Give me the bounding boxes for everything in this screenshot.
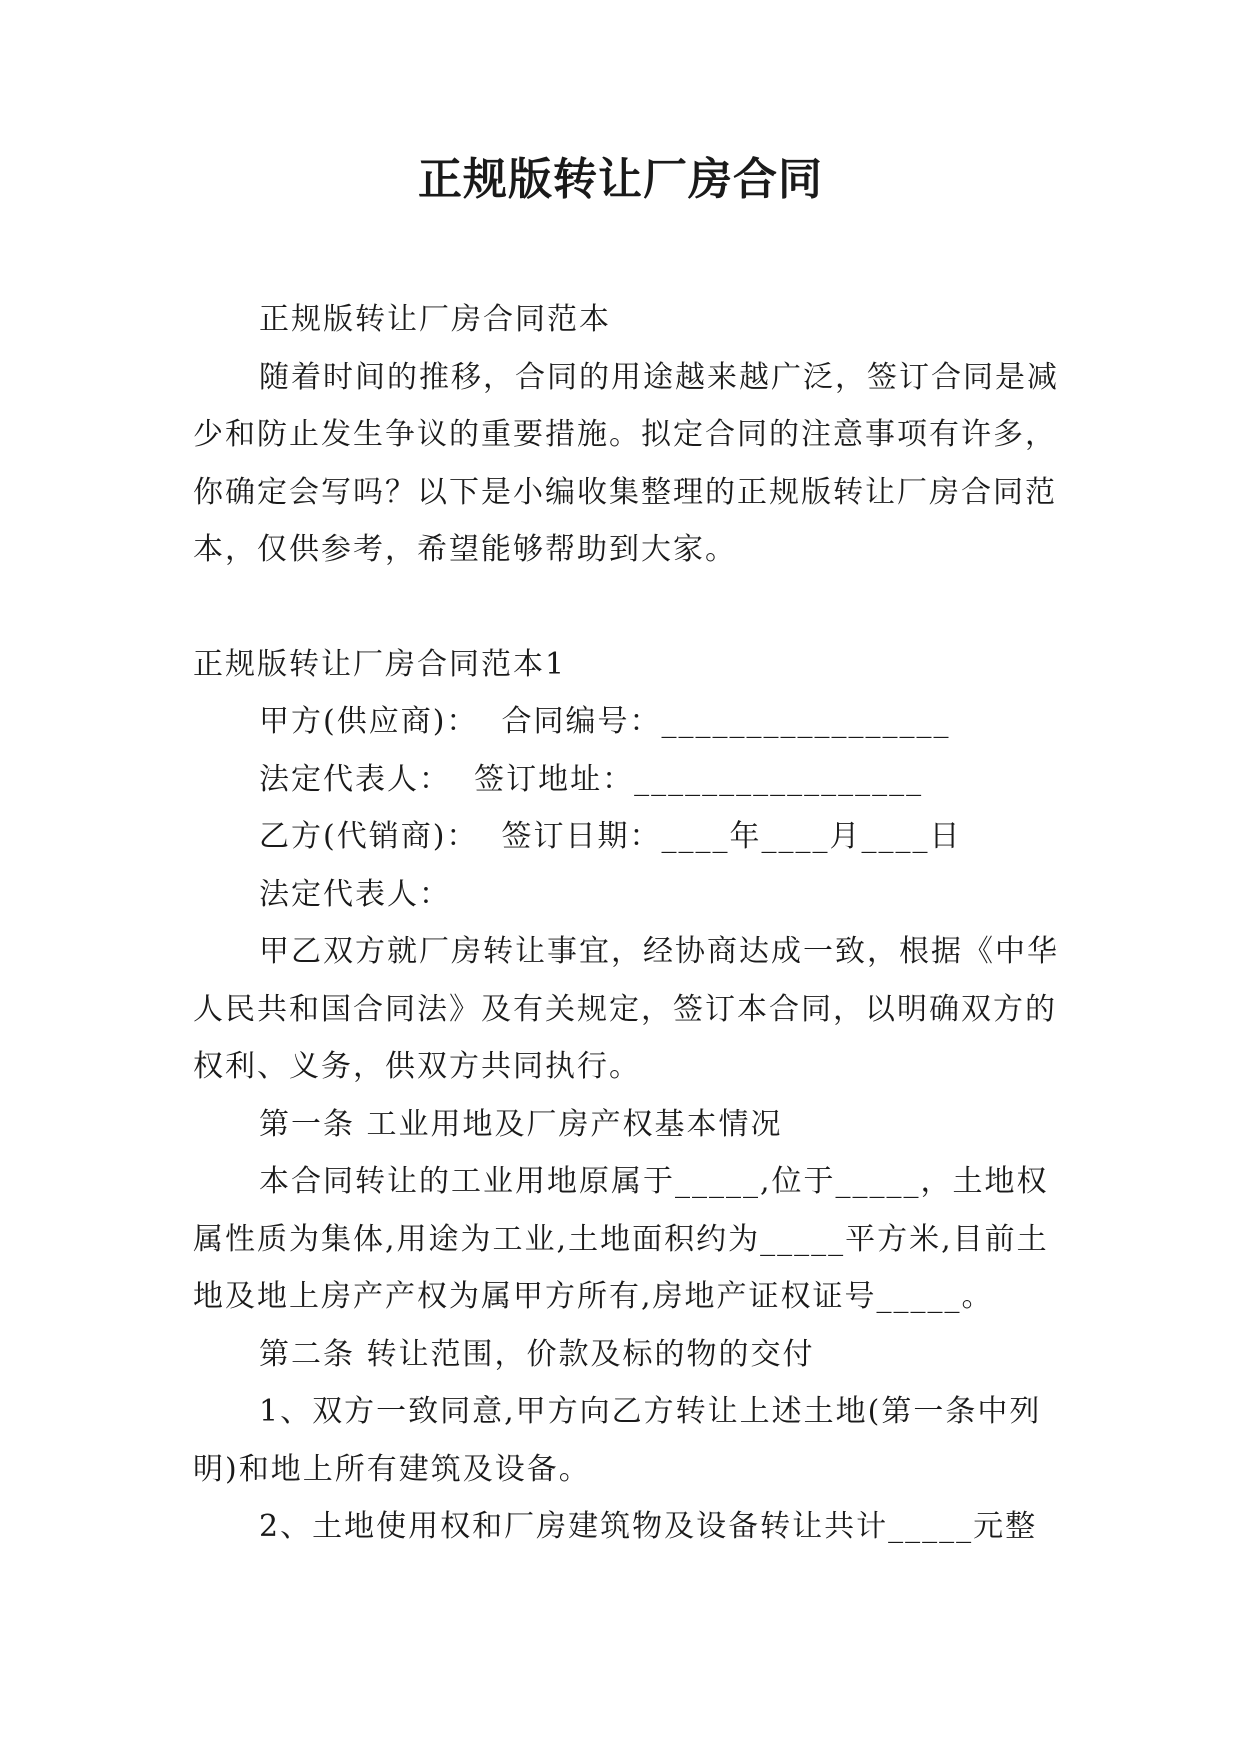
article-2-heading: 第二条 转让范围，价款及标的物的交付: [259, 1336, 815, 1372]
article-1-body: 本合同转让的工业用地原属于_____,位于_____，土地权属性质为集体,用途为工业,土地面积约为_____平方米,目前土地及地上房产产权为属甲方所有,房地产证权证号_____。: [193, 1164, 1049, 1314]
article-2-clause-1: 1、双方一致同意,甲方向乙方转让上述土地(第一条中列明)和地上所有建筑及设备。: [193, 1394, 1042, 1487]
document-body: [193, 291, 1073, 1556]
paragraph-party-b: 乙方(代销商)： 签订日期：____年____月____日: [259, 819, 962, 854]
article-1-heading: 第一条 工业用地及厂房产权基本情况: [259, 1106, 783, 1142]
paragraph-party-a: 甲方(供应商)： 合同编号：_________________: [259, 704, 951, 739]
paragraph-preamble: 甲乙双方就厂房转让事宜，经协商达成一致，根据《中华人民共和国合同法》及有关规定，签订本合同，以明确双方的权利、义务，供双方共同执行。: [193, 934, 1059, 1084]
paragraph-legal-rep-b: 法定代表人：: [259, 876, 451, 912]
paragraph-legal-rep-a: 法定代表人： 签订地址：_________________: [259, 761, 924, 797]
document-title: 正规版转让厂房合同: [418, 154, 823, 205]
paragraph-heading-intro: 正规版转让厂房合同范本: [259, 302, 611, 337]
article-2-clause-2: 2、土地使用权和厂房建筑物及设备转让共计_____元整: [259, 1509, 1038, 1544]
paragraph-sample-title: 正规版转让厂房合同范本1: [193, 646, 567, 682]
paragraph-intro: 随着时间的推移，合同的用途越来越广泛，签订合同是减少和防止发生争议的重要措施。拟定合同的注意事项有许多，你确定会写吗？以下是小编收集整理的正规版转让厂房合同范本，仅供参考，希望能够帮助到大家。: [193, 359, 1059, 567]
